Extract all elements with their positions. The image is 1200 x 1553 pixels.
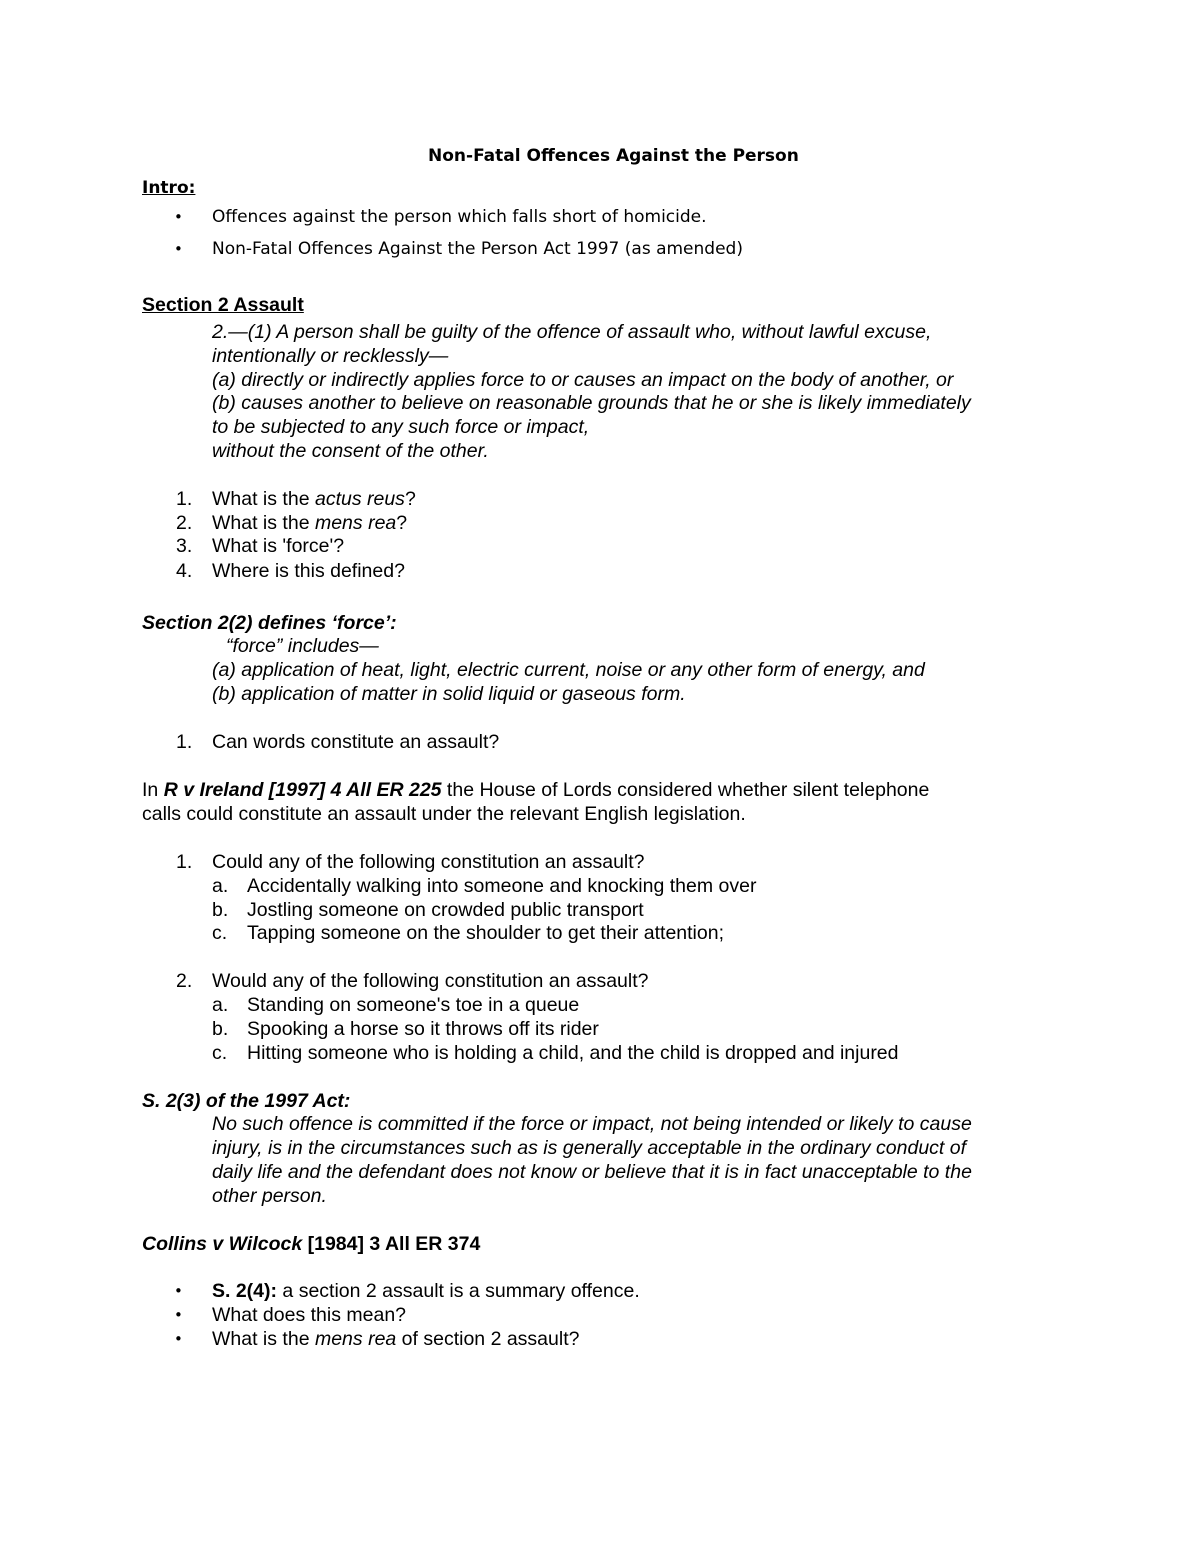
section2-text-line: without the consent of the other. xyxy=(212,440,489,462)
bullet-icon: • xyxy=(174,1282,183,1300)
case-name: Collins v Wilcock xyxy=(142,1233,303,1255)
section2-text-line: (a) directly or indirectly applies force to or causes an impact on the body of another, or xyxy=(212,369,954,391)
list-letter: a. xyxy=(212,994,229,1016)
list-number: 3. xyxy=(176,535,193,557)
ireland-paragraph-line-2: calls could constitute an assault under the relevant English legislation. xyxy=(142,803,746,825)
list-number: 2. xyxy=(176,970,193,992)
intro-bullet-2: Non-Fatal Offences Against the Person Act 1997 (as amended) xyxy=(212,239,743,259)
force-question: Can words constitute an assault? xyxy=(212,731,500,753)
list-number: 2. xyxy=(176,512,193,534)
force-text-line: (b) application of matter in solid liquid or gaseous form. xyxy=(212,683,686,705)
section2-text-line: 2.—(1) A person shall be guilty of the offence of assault who, without lawful excuse, xyxy=(212,321,932,343)
final-bullet-1: S. 2(4): a section 2 assault is a summary offence. xyxy=(212,1280,640,1302)
list-letter: b. xyxy=(212,899,229,921)
list-number: 4. xyxy=(176,560,193,582)
list-number: 1. xyxy=(176,488,193,510)
collins-heading: Collins v Wilcock [1984] 3 All ER 374 xyxy=(142,1233,481,1255)
q1-item-c: Tapping someone on the shoulder to get their attention; xyxy=(247,922,724,944)
bullet-icon: • xyxy=(174,240,183,258)
q1-item-a: Accidentally walking into someone and knocking them over xyxy=(247,875,757,897)
list-letter: c. xyxy=(212,1042,228,1064)
intro-heading: Intro: xyxy=(142,178,196,198)
s23-text-line: No such offence is committed if the force or impact, not being intended or likely to cause xyxy=(212,1113,972,1135)
section2-heading: Section 2 Assault xyxy=(142,294,304,316)
q2-item-b: Spooking a horse so it throws off its rider xyxy=(247,1018,599,1040)
s23-heading: S. 2(3) of the 1997 Act: xyxy=(142,1090,351,1112)
case-citation: R v Ireland [1997] 4 All ER 225 xyxy=(163,779,442,801)
s23-text-line: other person. xyxy=(212,1185,327,1207)
list-letter: a. xyxy=(212,875,229,897)
list-letter: c. xyxy=(212,922,228,944)
force-text-line: “force” includes— xyxy=(226,635,379,657)
bullet-icon: • xyxy=(174,1306,183,1324)
q2-item-c: Hitting someone who is holding a child, and the child is dropped and injured xyxy=(247,1042,899,1064)
bullet-icon: • xyxy=(174,1330,183,1348)
section2-text-line: (b) causes another to believe on reasonable grounds that he or she is likely immediately xyxy=(212,392,971,414)
section2-text-line: intentionally or recklessly— xyxy=(212,345,449,367)
intro-bullet-1: Offences against the person which falls short of homicide. xyxy=(212,207,707,227)
s23-text-line: injury, is in the circumstances such as is generally acceptable in the ordinary conduct of xyxy=(212,1137,967,1159)
section2-question-1: What is the actus reus? xyxy=(212,488,416,510)
force-heading: Section 2(2) defines ‘force’: xyxy=(142,612,397,634)
q1-item-b: Jostling someone on crowded public transport xyxy=(247,899,644,921)
q2-item-a: Standing on someone's toe in a queue xyxy=(247,994,580,1016)
force-text-line: (a) application of heat, light, electric current, noise or any other form of energy, and xyxy=(212,659,925,681)
section2-text-line: to be subjected to any such force or impact, xyxy=(212,416,590,438)
list-number: 1. xyxy=(176,851,193,873)
s23-text-line: daily life and the defendant does not know or believe that it is in fact unacceptable to the xyxy=(212,1161,972,1183)
document-title: Non-Fatal Offences Against the Person xyxy=(428,146,799,166)
section2-question-2: What is the mens rea? xyxy=(212,512,408,534)
section2-question-3: What is 'force'? xyxy=(212,535,345,557)
q1-text: Could any of the following constitution an assault? xyxy=(212,851,645,873)
section2-question-4: Where is this defined? xyxy=(212,560,405,582)
bullet-icon: • xyxy=(174,208,183,226)
list-letter: b. xyxy=(212,1018,229,1040)
q2-text: Would any of the following constitution an assault? xyxy=(212,970,649,992)
final-bullet-2: What does this mean? xyxy=(212,1304,407,1326)
list-number: 1. xyxy=(176,731,193,753)
ireland-paragraph-line-1: In R v Ireland [1997] 4 All ER 225 the House of Lords considered whether silent telephone xyxy=(142,779,930,801)
final-bullet-3: What is the mens rea of section 2 assault? xyxy=(212,1328,580,1350)
